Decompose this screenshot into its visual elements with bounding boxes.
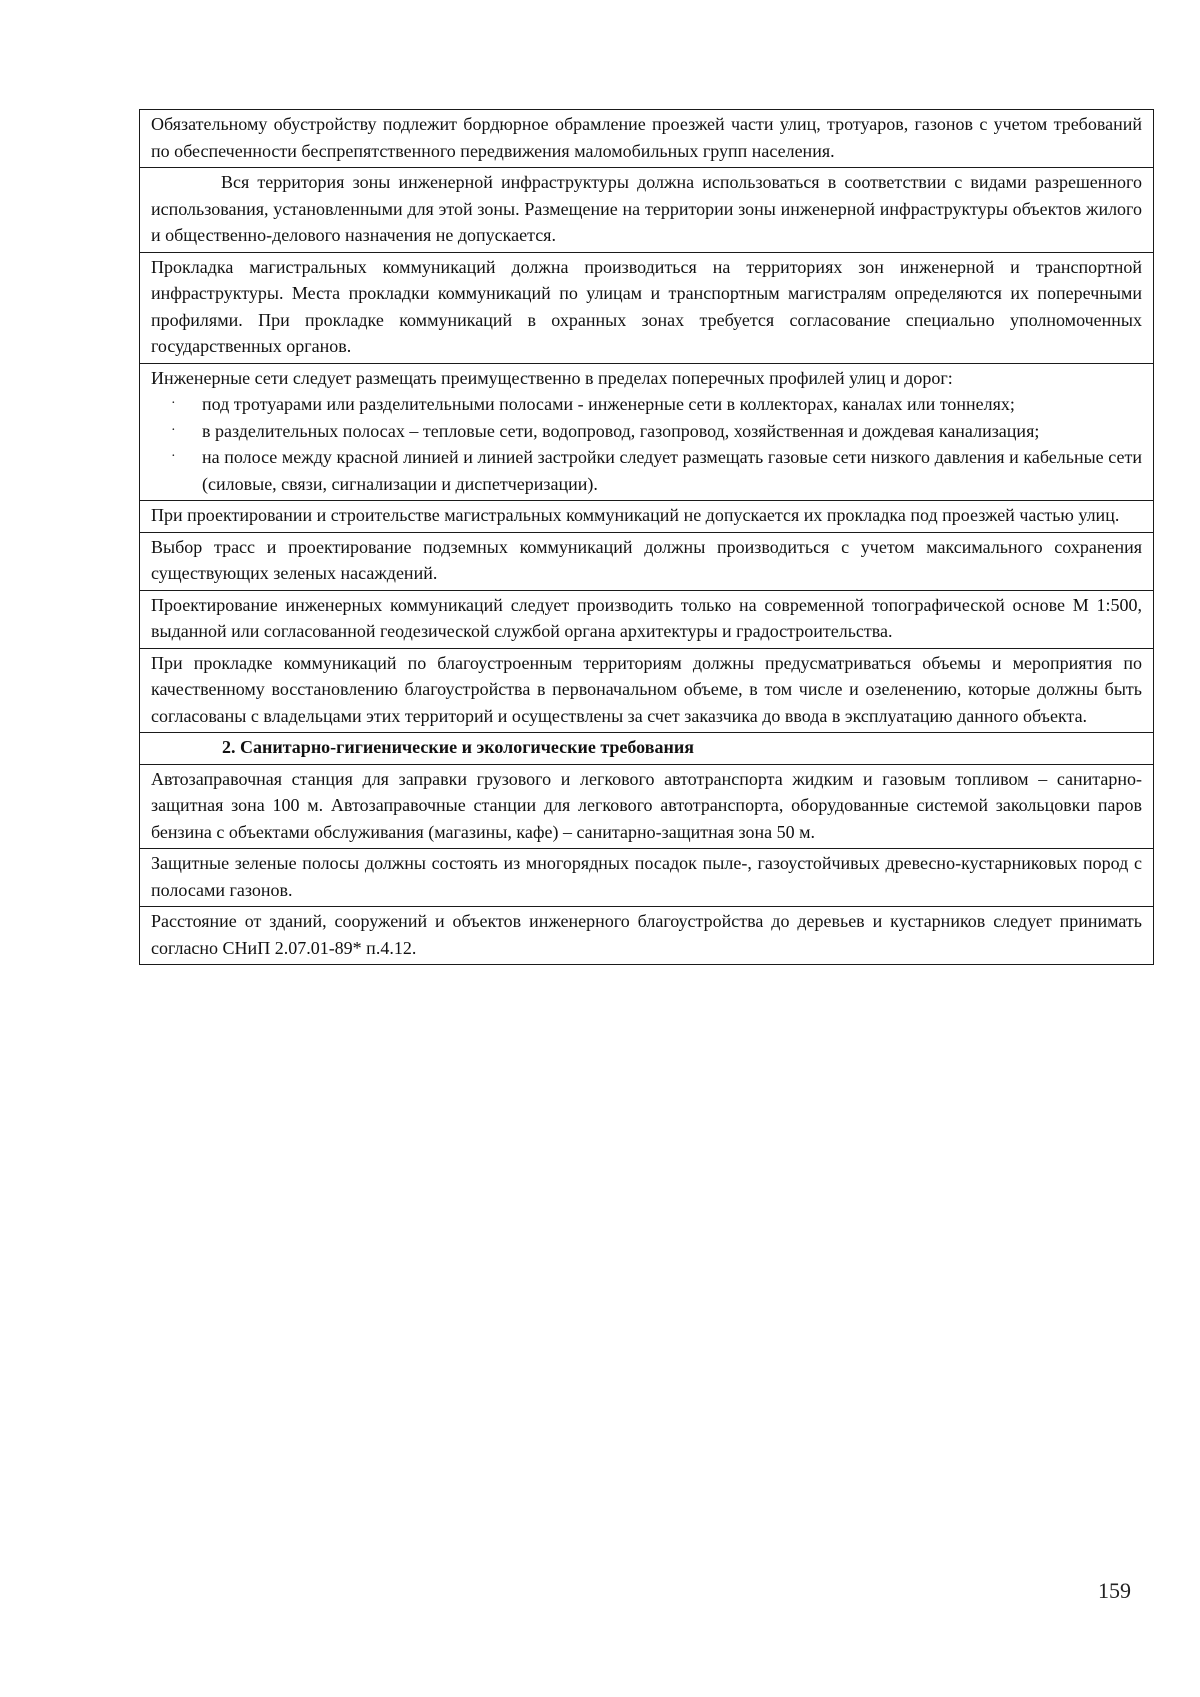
bullet-list: [151, 391, 1142, 497]
table-row: [140, 590, 1154, 648]
list-intro: Инженерные сети следует размещать преимущественно в пределах поперечных профилей улиц и дорог:: [151, 367, 953, 388]
section-heading: 2. Санитарно-гигиенические и экологические требования: [140, 733, 1154, 765]
table-cell: Вся территория зоны инженерной инфраструктуры должна использоваться в соответствии с видами разрешенного использования, установленными для этой зоны. Размещение на территории зоны инженерной инфраструктуры объектов жилого и общественно-делового назначения не допускается.: [140, 168, 1154, 253]
table-cell: Расстояние от зданий, сооружений и объектов инженерного благоустройства до деревьев и кустарников следует принимать согласно СНиП 2.07.01-89* п.4.12.: [140, 907, 1154, 965]
table-cell: При проектировании и строительстве магистральных коммуникаций не допускается их прокладка под проезжей частью улиц.: [140, 501, 1154, 533]
table-cell: Выбор трасс и проектирование подземных коммуникаций должны производиться с учетом максимального сохранения существующих зеленых насаждений.: [140, 532, 1154, 590]
table-cell: Проектирование инженерных коммуникаций следует производить только на современной топографической основе М 1:500, выданной или согласованной геодезической службой органа архитектуры и градостроительства.: [140, 590, 1154, 648]
bullet-icon: ·: [171, 422, 176, 438]
bullet-icon: ·: [171, 449, 176, 464]
table-row: [140, 648, 1154, 733]
list-item-text: под тротуарами или разделительными полосами - инженерные сети в коллекторах, каналах или тоннелях;: [202, 394, 1015, 414]
bullet-icon: ·: [171, 396, 176, 411]
table-cell: Автозаправочная станция для заправки грузового и легкового автотранспорта жидким и газовым топливом – санитарно-защитная зона 100 м. Автозаправочные станции для легкового автотранспорта, оборудованные системой закольцовки паров бензина с объектами обслуживания (магазины, кафе) – санитарно-защитная зона 50 м.: [140, 764, 1154, 849]
list-item: [151, 418, 1142, 445]
table-row: [140, 733, 1154, 765]
list-item-text: на полосе между красной линией и линией застройки следует размещать газовые сети низкого давления и кабельные сети (силовые, связи, сигнализации и диспетчеризации).: [202, 447, 1142, 494]
table-row: [140, 532, 1154, 590]
table-cell: При прокладке коммуникаций по благоустроенным территориям должны предусматриваться объемы и мероприятия по качественному восстановлению благоустройства в первоначальном объеме, в том числе и озеленению, которые должны быть согласованы с владельцами этих территорий и осуществлены за счет заказчика до ввода в эксплуатацию данного объекта.: [140, 648, 1154, 733]
table-cell: Прокладка магистральных коммуникаций должна производиться на территориях зон инженерной и транспортной инфраструктуры. Места прокладки коммуникаций по улицам и транспортным магистралям определяются их поперечными профилями. При прокладке коммуникаций в охранных зонах требуется согласование специально уполномоченных государственных органов.: [140, 252, 1154, 363]
table-row: [140, 849, 1154, 907]
table-cell: Защитные зеленые полосы должны состоять из многорядных посадок пыле-, газоустойчивых древесно-кустарниковых пород с полосами газонов.: [140, 849, 1154, 907]
table-cell-list: [140, 363, 1154, 501]
table-row: [140, 252, 1154, 363]
requirements-table: [139, 109, 1154, 965]
table-row: [140, 110, 1154, 168]
table-row: [140, 764, 1154, 849]
table-row: [140, 168, 1154, 253]
list-item: [151, 391, 1142, 418]
table-row: [140, 907, 1154, 965]
page-number: 159: [1098, 1578, 1131, 1603]
table-row: [140, 501, 1154, 533]
list-item-text: в разделительных полосах – тепловые сети, водопровод, газопровод, хозяйственная и дождевая канализация;: [202, 420, 1040, 441]
table-cell: Обязательному обустройству подлежит бордюрное обрамление проезжей части улиц, тротуаров, газонов с учетом требований по обеспеченности беспрепятственного передвижения маломобильных групп населения.: [140, 110, 1154, 168]
table-row: [140, 363, 1154, 501]
list-item: [151, 444, 1142, 497]
